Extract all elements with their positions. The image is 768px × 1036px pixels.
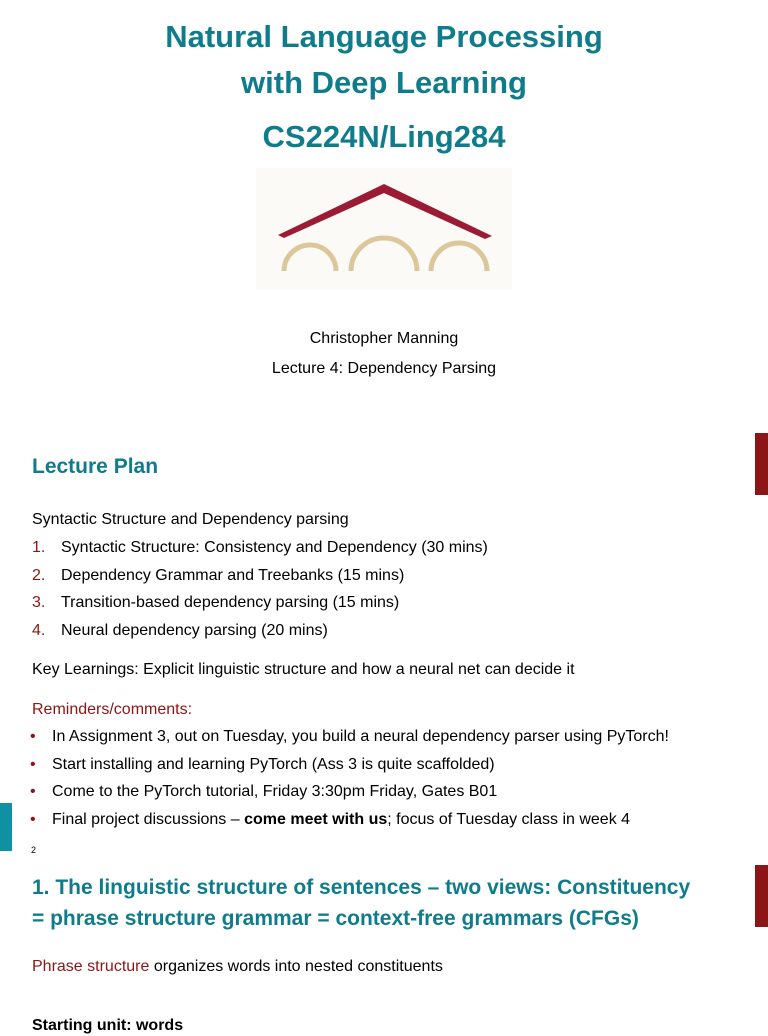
reminder-text: Come to the PyTorch tutorial, Friday 3:30pm Friday, Gates B01 — [52, 783, 498, 800]
plan-item — [32, 538, 488, 558]
reminder-bullet — [30, 782, 497, 802]
stanford-roof-logo — [256, 168, 512, 290]
bullet-dot: • — [30, 783, 36, 800]
starting-unit-cutoff: Starting unit: words — [32, 1017, 184, 1034]
plan-item-text: Dependency Grammar and Treebanks (15 mins) — [61, 567, 405, 584]
reminder-text-before: Final project discussions – — [52, 811, 245, 828]
author-name: Christopher Manning — [309, 330, 459, 347]
title-line-3: CS224N/Ling284 — [262, 119, 506, 154]
plan-item-number: 1. — [32, 539, 46, 556]
reminder-bullet — [30, 727, 669, 747]
reminders-heading: Reminders/comments: — [32, 701, 193, 718]
title-line-1: Natural Language Processing — [165, 19, 603, 54]
reminder-text: Start installing and learning PyTorch (Ass 3 is quite scaffolded) — [52, 756, 495, 773]
bullet-dot: • — [30, 811, 36, 828]
slide-edge-accent-teal — [0, 803, 12, 851]
phrase-structure-term: Phrase structure — [32, 958, 150, 975]
plan-item-number: 4. — [32, 622, 46, 639]
plan-item — [32, 621, 328, 641]
reminder-bullet — [30, 810, 630, 830]
key-learnings: Key Learnings: Explicit linguistic structure and how a neural net can decide it — [32, 661, 575, 678]
phrase-structure-line — [32, 957, 443, 977]
plan-item-text: Transition-based dependency parsing (15 mins) — [61, 594, 400, 611]
slide-edge-accent-red — [755, 433, 768, 495]
plan-item-number: 2. — [32, 567, 46, 584]
bullet-dot: • — [30, 756, 36, 773]
reminder-text-after: ; focus of Tuesday class in week 4 — [387, 811, 631, 828]
constituency-heading-line-2: = phrase structure grammar = context-free grammars (CFGs) — [32, 907, 639, 930]
reminder-text-bold: come meet with us — [244, 811, 388, 828]
plan-item — [32, 593, 399, 613]
plan-intro: Syntactic Structure and Dependency parsing — [32, 511, 349, 528]
reminder-bullet — [30, 755, 495, 775]
plan-item-text: Syntactic Structure: Consistency and Dependency (30 mins) — [61, 539, 488, 556]
title-line-2: with Deep Learning — [241, 65, 527, 100]
phrase-structure-desc: organizes words into nested constituents — [149, 958, 443, 975]
constituency-heading-line-1: 1. The linguistic structure of sentences – two views: Constituency — [32, 876, 691, 899]
bullet-dot: • — [30, 728, 36, 745]
plan-item-text: Neural dependency parsing (20 mins) — [61, 622, 328, 639]
reminder-text: In Assignment 3, out on Tuesday, you build a neural dependency parser using PyTorch! — [52, 728, 669, 745]
plan-item — [32, 566, 404, 586]
lecture-plan-heading: Lecture Plan — [32, 455, 159, 478]
page-number: 2 — [31, 845, 37, 855]
plan-item-number: 3. — [32, 594, 46, 611]
slide-edge-accent-red — [755, 865, 768, 927]
lecture-subtitle: Lecture 4: Dependency Parsing — [271, 360, 497, 377]
